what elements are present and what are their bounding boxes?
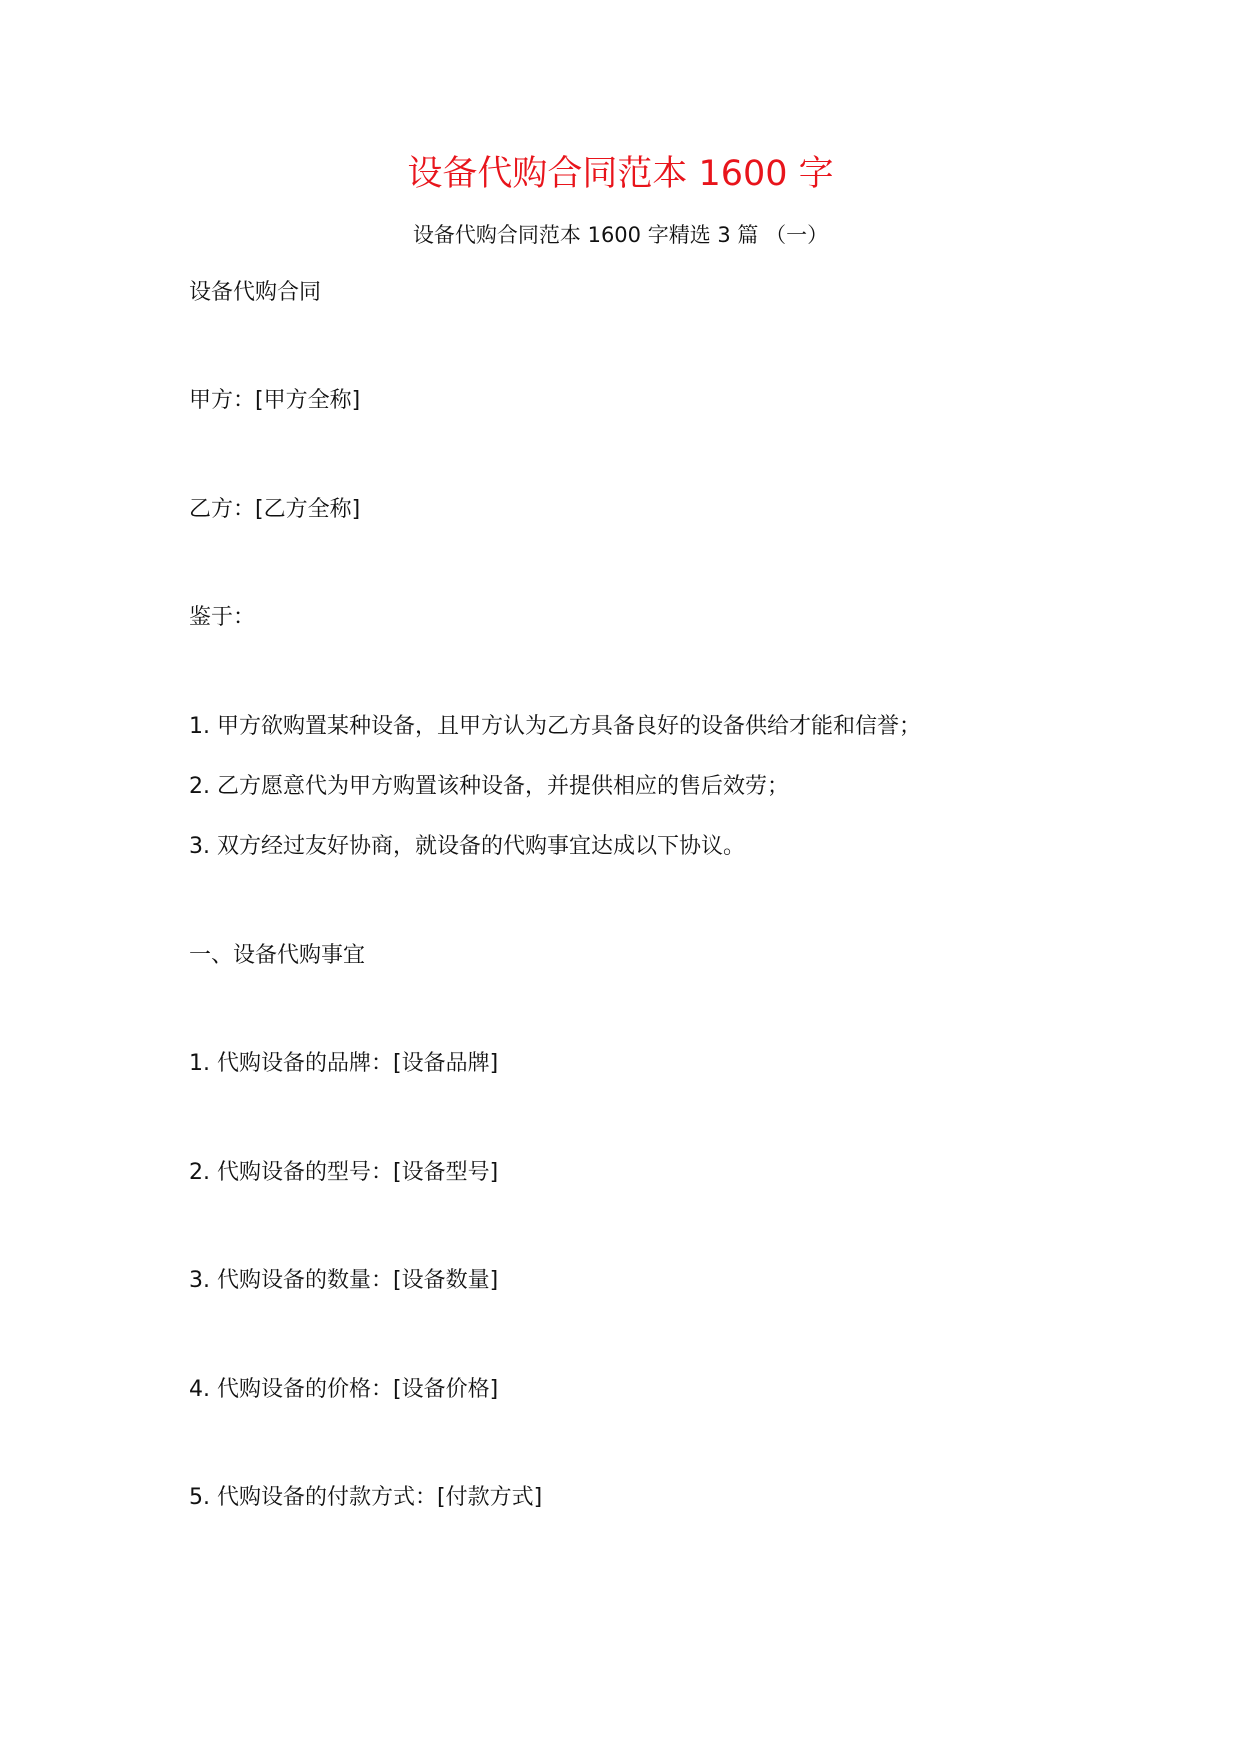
document-subtitle: 设备代购合同范本 1600 字精选 3 篇 （一） — [412, 223, 829, 247]
recital-item-3: 3. 双方经过友好协商，就设备的代购事宜达成以下协议。 — [189, 834, 745, 859]
recital-item-2: 2. 乙方愿意代为甲方购置该种设备，并提供相应的售后效劳； — [189, 774, 789, 799]
contract-heading: 设备代购合同 — [189, 280, 322, 305]
clause-item-payment: 5. 代购设备的付款方式：[付款方式] — [189, 1485, 543, 1510]
document-title: 设备代购合同范本 1600 字 — [407, 154, 834, 194]
clause-item-quantity: 3. 代购设备的数量：[设备数量] — [189, 1268, 499, 1293]
section-heading-1: 一、设备代购事宜 — [189, 943, 366, 968]
recital-item-1: 1. 甲方欲购置某种设备，且甲方认为乙方具备良好的设备供给才能和信誉； — [189, 714, 921, 739]
whereas-line: 鉴于： — [189, 605, 256, 630]
party-b-line: 乙方：[乙方全称] — [189, 497, 361, 522]
party-a-line: 甲方：[甲方全称] — [189, 388, 361, 413]
clause-item-price: 4. 代购设备的价格：[设备价格] — [189, 1377, 499, 1402]
clause-item-brand: 1. 代购设备的品牌：[设备品牌] — [189, 1051, 499, 1076]
clause-item-model: 2. 代购设备的型号：[设备型号] — [189, 1160, 499, 1185]
